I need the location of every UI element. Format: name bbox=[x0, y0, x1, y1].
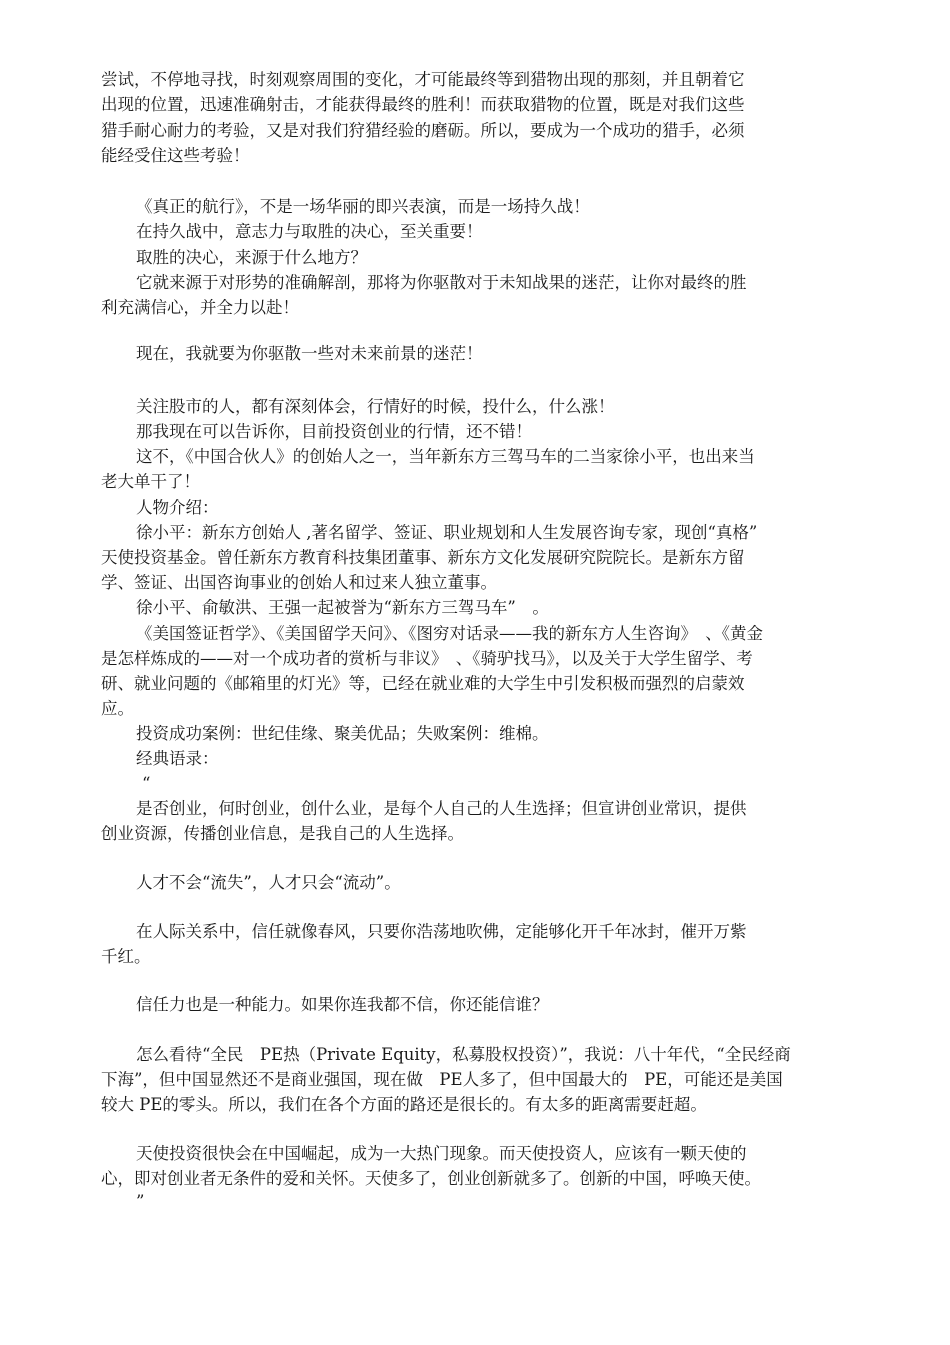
text-line: 它就来源于对形势的准确解剖，那将为你驱散对于未知战果的迷茫，让你对最终的胜 bbox=[136, 273, 747, 292]
text-line: 这不，《中国合伙人》的创始人之一，当年新东方三驾马车的二当家徐小平，也出来当 bbox=[136, 447, 755, 466]
text-line: 能经受住这些考验！ bbox=[101, 146, 250, 165]
text-line: 《真正的航行》，不是一场华丽的即兴表演，而是一场持久战！ bbox=[136, 197, 590, 216]
text-line: 徐小平、俞敏洪、王强一起被誉为“新东方三驾马车” 。 bbox=[136, 598, 549, 617]
text-line: 投资成功案例：世纪佳缘、聚美优品；失败案例：维棉。 bbox=[136, 724, 549, 743]
text-line: 千红。 bbox=[101, 947, 151, 966]
text-line: 研、就业问题的《邮箱里的灯光》等，已经在就业难的大学生中引发积极而强烈的启蒙效 bbox=[101, 674, 745, 693]
text-line: 现在，我就要为你驱散一些对未来前景的迷茫！ bbox=[136, 344, 483, 363]
text-line: 人物介绍： bbox=[136, 498, 219, 517]
text-line: 经典语录： bbox=[136, 749, 219, 768]
text-line: 怎么看待“全民 PE热（Private Equity，私募股权投资）”，我说：八十年代，“全民经商 bbox=[136, 1045, 791, 1064]
text-line: 关注股市的人，都有深刻体会，行情好的时候，投什么，什么涨！ bbox=[136, 397, 615, 416]
quote-close-mark: ” bbox=[136, 1192, 145, 1211]
text-line: 是怎样炼成的——对一个成功者的赏析与非议》 、《骑驴找马》，以及关于大学生留学、考 bbox=[101, 649, 753, 668]
text-line: 出现的位置，迅速准确射击，才能获得最终的胜利！而获取猎物的位置，既是对我们这些 bbox=[101, 95, 745, 114]
text-line: 在持久战中，意志力与取胜的决心，至关重要！ bbox=[136, 222, 483, 241]
text-line: 利充满信心，并全力以赴！ bbox=[101, 298, 299, 317]
text-line: 创业资源，传播创业信息，是我自己的人生选择。 bbox=[101, 824, 464, 843]
text-line: 猎手耐心耐力的考验，又是对我们狩猎经验的磨砺。所以，要成为一个成功的猎手，必须 bbox=[101, 121, 745, 140]
text-line: 信任力也是一种能力。如果你连我都不信，你还能信谁？ bbox=[136, 995, 549, 1014]
text-line: 人才不会“流失”，人才只会“流动”。 bbox=[136, 873, 401, 892]
text-line: 取胜的决心，来源于什么地方？ bbox=[136, 248, 367, 267]
text-line: 天使投资基金。曾任新东方教育科技集团董事、新东方文化发展研究院院长。是新东方留 bbox=[101, 548, 745, 567]
text-line: 在人际关系中，信任就像春风，只要你浩荡地吹佛，定能够化开千年冰封，催开万紫 bbox=[136, 922, 747, 941]
quote-open-mark: “ bbox=[142, 774, 151, 793]
text-line: 尝试，不停地寻找，时刻观察周围的变化，才可能最终等到猎物出现的那刻，并且朝着它 bbox=[101, 70, 745, 89]
text-line: 徐小平：新东方创始人 ,著名留学、签证、职业规划和人生发展咨询专家，现创“真格” bbox=[136, 523, 758, 542]
text-line: 那我现在可以告诉你，目前投资创业的行情，还不错！ bbox=[136, 422, 532, 441]
text-line: 《美国签证哲学》、《美国留学天问》、《图穷对话录——我的新东方人生咨询》 、《黄金 bbox=[136, 624, 763, 643]
text-line: 是否创业，何时创业，创什么业，是每个人自己的人生选择；但宣讲创业常识，提供 bbox=[136, 799, 747, 818]
text-line: 应。 bbox=[101, 699, 134, 718]
text-line: 天使投资很快会在中国崛起，成为一大热门现象。而天使投资人，应该有一颗天使的 bbox=[136, 1144, 747, 1163]
text-line: 学、签证、出国咨询事业的创始人和过来人独立董事。 bbox=[101, 573, 497, 592]
text-line: 较大 PE的零头。所以，我们在各个方面的路还是很长的。有太多的距离需要赶超。 bbox=[101, 1095, 707, 1114]
text-line: 心，即对创业者无条件的爱和关怀。天使多了，创业创新就多了。创新的中国，呼唤天使。 bbox=[101, 1169, 761, 1188]
text-line: 老大单干了！ bbox=[101, 472, 200, 491]
text-line: 下海”，但中国显然还不是商业强国，现在做 PE人多了，但中国最大的 PE，可能还是美国 bbox=[101, 1070, 783, 1089]
